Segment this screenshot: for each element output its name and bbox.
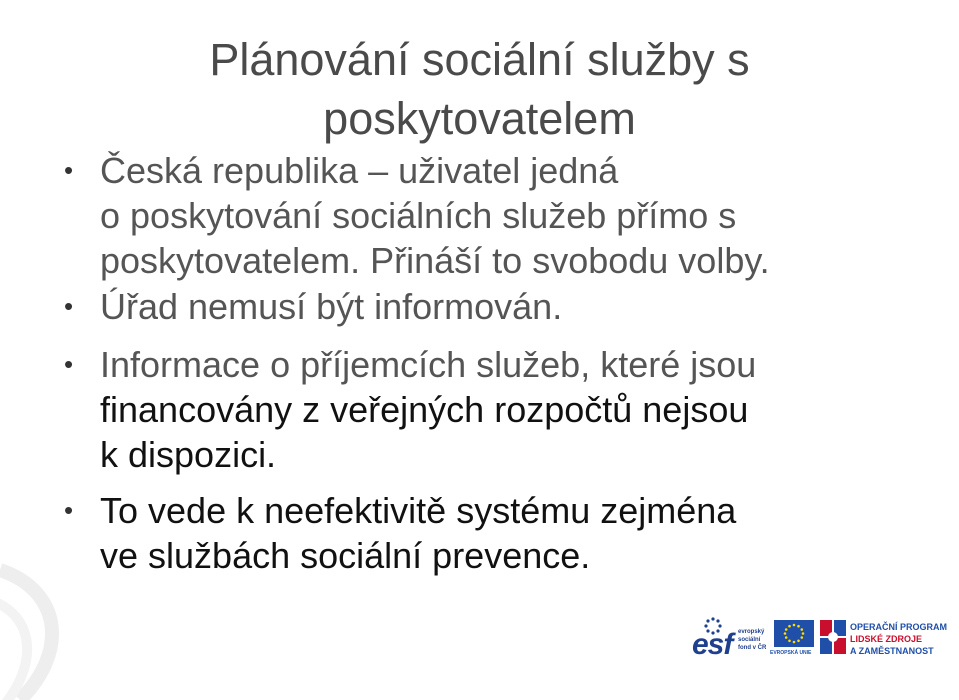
bullet-item [62,148,942,283]
bullet-line: To vede k neefektivitě systému zejména [100,490,737,531]
title-line: Plánování sociální služby s [209,34,750,86]
bullet-icon: • [64,155,74,185]
eu-caption: EVROPSKÁ UNIE [770,650,812,656]
op-caption-line: LIDSKÉ ZDROJE [850,634,923,644]
bullet-line: Česká republika – uživatel jedná [100,150,619,191]
bullet-line: o poskytování sociálních služeb přímo s [100,195,737,236]
bullet-item [62,284,942,329]
esf-caption-line: fond v ČR [738,645,767,651]
title-line: poskytovatelem [323,93,636,145]
bullet-line: Informace o příjemcích služeb, které jsou [100,344,757,385]
op-emblem-icon [820,620,846,656]
bullet-line: ve službách sociální prevence. [100,535,591,576]
bullet-line: Úřad nemusí být informován. [100,286,563,327]
esf-logo [690,616,770,660]
esf-caption-line: evropský [738,629,765,635]
op-caption-line: A ZAMĚSTNANOST [850,646,934,656]
bullet-item [62,488,942,578]
bullet-list [62,148,942,586]
bullet-line: poskytovatelem. Přináší to svobodu volby. [100,240,770,281]
bullet-icon: • [64,291,74,321]
bullet-icon: • [64,349,74,379]
esf-mark: esf [692,628,733,661]
eu-flag-icon [774,620,814,647]
bullet-icon: • [64,495,74,525]
eu-logo [770,620,818,660]
op-caption-line: OPERAČNÍ PROGRAM [850,622,948,632]
slide-title [0,30,959,148]
bullet-line: financovány z veřejných rozpočtů nejsou [100,389,749,430]
bullet-item [62,342,942,477]
funding-logos [690,616,952,666]
bullet-line: k dispozici. [100,434,277,475]
esf-caption-line: sociální [738,637,761,643]
op-logo [820,620,952,662]
